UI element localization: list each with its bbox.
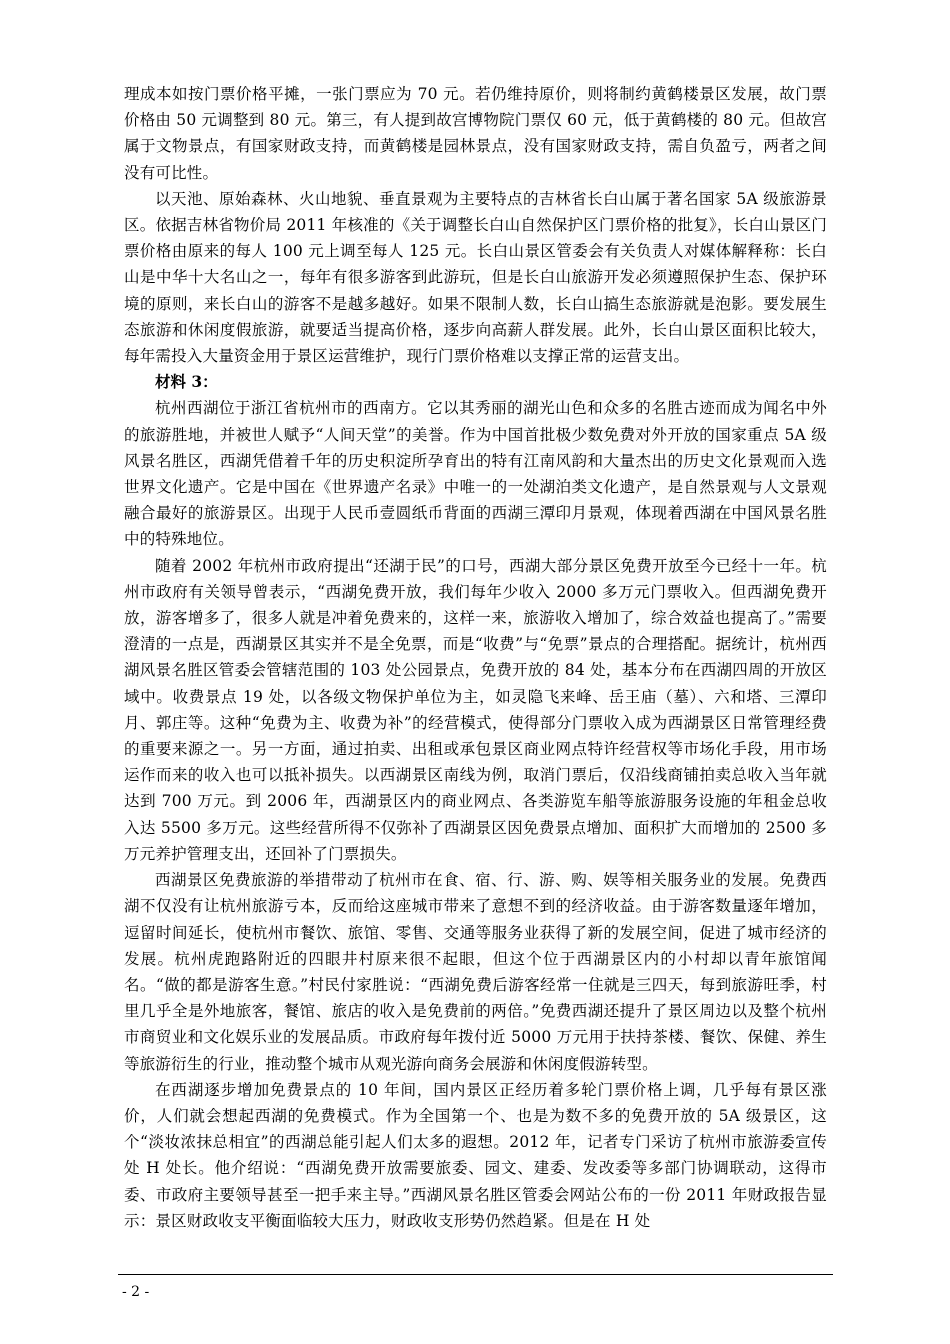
paragraph-continued: 理成本如按门票价格平摊，一张门票应为 70 元。若仍维持原价，则将制约黄鹤楼景区发展，故门票价格由 50 元调整到 80 元。第三，有人提到故宫博物院门票仅 60 元，低于黄鹤楼的 80 元。但故宫属于文物景点，有国家财政支持，而黄鹤楼是园林景点，没有国家财政支持，需自负盈亏，两者之间没有可比性。 — [124, 85, 827, 182]
paragraph-westlake-intro: 杭州西湖位于浙江省杭州市的西南方。它以其秀丽的湖光山色和众多的名胜古迹而成为闻名中外的旅游胜地，并被世人赋予“人间天堂”的美誉。作为中国首批极少数免费对外开放的国家重点 5A 级风景名胜区，西湖凭借着千年的历史积淀所孕育出的特有江南风韵和大量杰出的历史文化景观而入选世界文化遗产。它是中国在《世界遗产名录》中唯一的一处湖泊类文化遗产，是自然景观与人文景观融合最好的旅游景区。出现于人民币壹圆纸币背面的西湖三潭印月景观，体现着西湖在中国风景名胜中的特殊地位。 — [124, 399, 827, 549]
paragraph-westlake-free-policy: 随着 2002 年杭州市政府提出“还湖于民”的口号，西湖大部分景区免费开放至今已经十一年。杭州市政府有关领导曾表示，“西湖免费开放，我们每年少收入 2000 多万元门票收入。但西湖免费开放，游客增多了，很多人就是冲着免费来的，这样一来，旅游收入增加了，综合效益也提高了。”需要澄清的一点是，西湖景区其实并不是全免票，而是“收费”与“免票”景点的合理搭配。据统计，杭州西湖风景名胜区管委会管辖范围的 103 处公园景点，免费开放的 84 处，基本分布在西湖四周的开放区域中。收费景点 19 处，以各级文物保护单位为主，如灵隐飞来峰、岳王庙（墓）、六和塔、三潭印月、郭庄等。这种“免费为主、收费为补”的经营模式，使得部分门票收入成为西湖景区日常管理经费的重要来源之一。另一方面，通过拍卖、出租或承包景区商业网点特许经营权等市场化手段，用市场运作而来的收入也可以抵补损失。以西湖景区南线为例，取消门票后，仅沿线商铺拍卖总收入当年就达到 700 万元。到 2006 年，西湖景区内的商业网点、各类游览车船等旅游服务设施的年租金总收入达 5500 多万元。这些经营所得不仅弥补了西湖景区因免费景点增加、面积扩大而增加的 2500 多万元养护管理支出，还回补了门票损失。 — [124, 556, 827, 863]
page-body — [124, 81, 827, 1234]
footer-divider — [118, 1274, 833, 1275]
section-heading-material-3: 材料 3： — [155, 372, 218, 392]
paragraph-westlake-economy: 西湖景区免费旅游的举措带动了杭州市在食、宿、行、游、购、娱等相关服务业的发展。免费西湖不仅没有让杭州旅游亏本，反而给这座城市带来了意想不到的经济收益。由于游客数量逐年增加，逗留时间延长，使杭州市餐饮、旅馆、零售、交通等服务业获得了新的发展空间，促进了城市经济的发展。杭州虎跑路附近的四眼井村原来很不起眼，但这个位于西湖景区内的小村却以青年旅馆闻名。“做的都是游客生意。”村民付家胜说：“西湖免费后游客经常一住就是三四天，每到旅游旺季，村里几乎全是外地旅客，餐馆、旅店的收入是免费前的两倍。”免费西湖还提升了景区周边以及整个杭州市商贸业和文化娱乐业的发展品质。市政府每年拨付近 5000 万元用于扶持茶楼、餐饮、保健、养生等旅游衍生的行业，推动整个城市从观光游向商务会展游和休闲度假游转型。 — [124, 871, 827, 1073]
paragraph-westlake-interview: 在西湖逐步增加免费景点的 10 年间，国内景区正经历着多轮门票价格上调，几乎每有景区涨价，人们就会想起西湖的免费模式。作为全国第一个、也是为数不多的免费开放的 5A 级景区，这个“淡妆浓抹总相宜”的西湖总能引起人们太多的遐想。2012 年，记者专门采访了杭州市旅游委宣传处 H 处长。他介绍说：“西湖免费开放需要旅委、园文、建委、发改委等多部门协调联动，这得市委、市政府主要领导甚至一把手来主导。”西湖风景名胜区管委会网站公布的一份 2011 年财政报告显示：景区财政收支平衡面临较大压力，财政收支形势仍然趋紧。但是在 H 处 — [124, 1080, 827, 1230]
paragraph-changbaishan: 以天池、原始森林、火山地貌、垂直景观为主要特点的吉林省长白山属于著名国家 5A 级旅游景区。依据吉林省物价局 2011 年核准的《关于调整长白山自然保护区门票价格的批复》，长白山景区门票价格由原来的每人 100 元上调至每人 125 元。长白山景区管委会有关负责人对媒体解释称：长白山是中华十大名山之一，每年有很多游客到此游玩，但是长白山旅游开发必须遵照保护生态、保护环境的原则，来长白山的游客不是越多越好。如果不限制人数，长白山搞生态旅游就是泡影。要发展生态旅游和休闲度假旅游，就要适当提高价格，逐步向高薪人群发展。此外，长白山景区面积比较大，每年需投入大量资金用于景区运营维护，现行门票价格难以支撑正常的运营支出。 — [124, 189, 827, 366]
page-number: - 2 - — [122, 1284, 150, 1300]
